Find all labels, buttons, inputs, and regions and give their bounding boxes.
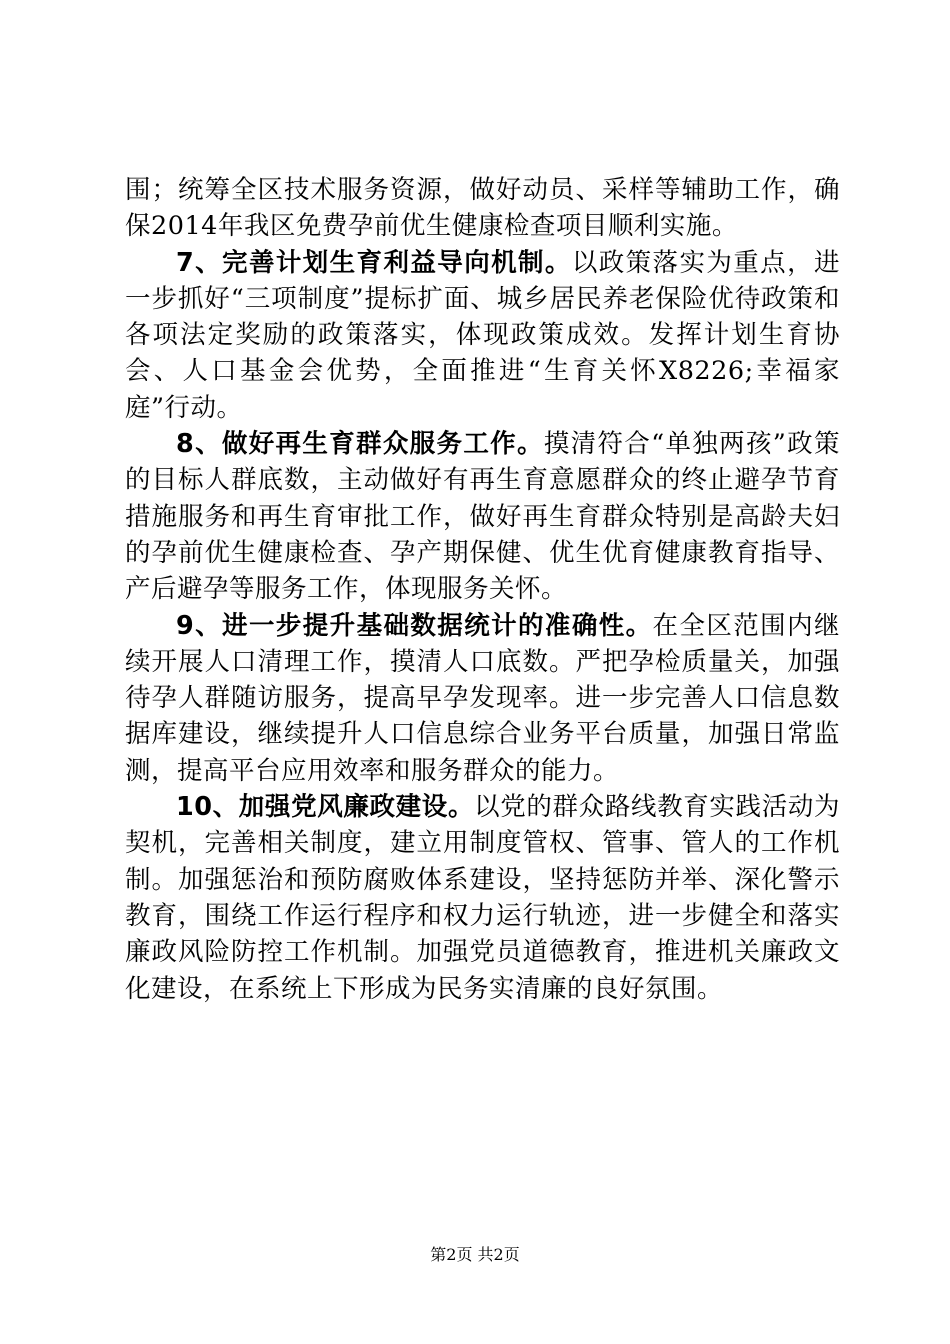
section-8-body: 摸清符合“单独两孩”政策的目标人群底数，主动做好有再生育意愿群众的终止避孕节育措施服务和再生育审批工作，做好再生育群众特别是高龄夫妇的孕前优生健康检查、孕产期保健、优生优育健康教育指导、产后避孕等服务工作，体现服务关怀。 bbox=[125, 429, 840, 605]
section-7-body: 以政策落实为重点，进一步抓好“三项制度”提标扩面、城乡居民养老保险优待政策和各项法定奖励的政策落实，体现政策成效。发挥计划生育协会、人口基金会优势，全面推进“生育关怀X8226;幸福家庭”行动。 bbox=[125, 247, 840, 423]
section-10-body: 以党的群众路线教育实践活动为契机，完善相关制度，建立用制度管权、管事、管人的工作机制。加强惩治和预防腐败体系建设，坚持惩防并举、深化警示教育，围绕工作运行程序和权力运行轨迹，进一步健全和落实廉政风险防控工作机制。加强党员道德教育，推进机关廉政文化建设，在系统上下形成为民务实清廉的良好氛围。 bbox=[125, 792, 840, 1004]
section-8-paragraph bbox=[125, 426, 840, 607]
page-footer bbox=[0, 1245, 950, 1265]
section-9-paragraph bbox=[125, 608, 840, 789]
continuation-paragraph: 围；统筹全区技术服务资源，做好动员、采样等辅助工作，确保2014年我区免费孕前优生健康检查项目顺利实施。 bbox=[125, 175, 840, 242]
section-10-heading: 10、加强党风廉政建设。 bbox=[176, 792, 475, 823]
section-9-heading: 9、进一步提升基础数据统计的准确性。 bbox=[176, 610, 653, 641]
document-body bbox=[125, 172, 840, 1007]
page-number-label: 第2页 共2页 bbox=[430, 1245, 520, 1264]
section-10-paragraph bbox=[125, 789, 840, 1007]
section-9-body: 在全区范围内继续开展人口清理工作，摸清人口底数。严把孕检质量关，加强待孕人群随访服务，提高早孕发现率。进一步完善人口信息数据库建设，继续提升人口信息综合业务平台质量，加强日常监测，提高平台应用效率和服务群众的能力。 bbox=[125, 610, 840, 786]
section-7-heading: 7、完善计划生育利益导向机制。 bbox=[176, 247, 572, 278]
section-7-paragraph bbox=[125, 245, 840, 426]
section-8-heading: 8、做好再生育群众服务工作。 bbox=[176, 429, 544, 460]
